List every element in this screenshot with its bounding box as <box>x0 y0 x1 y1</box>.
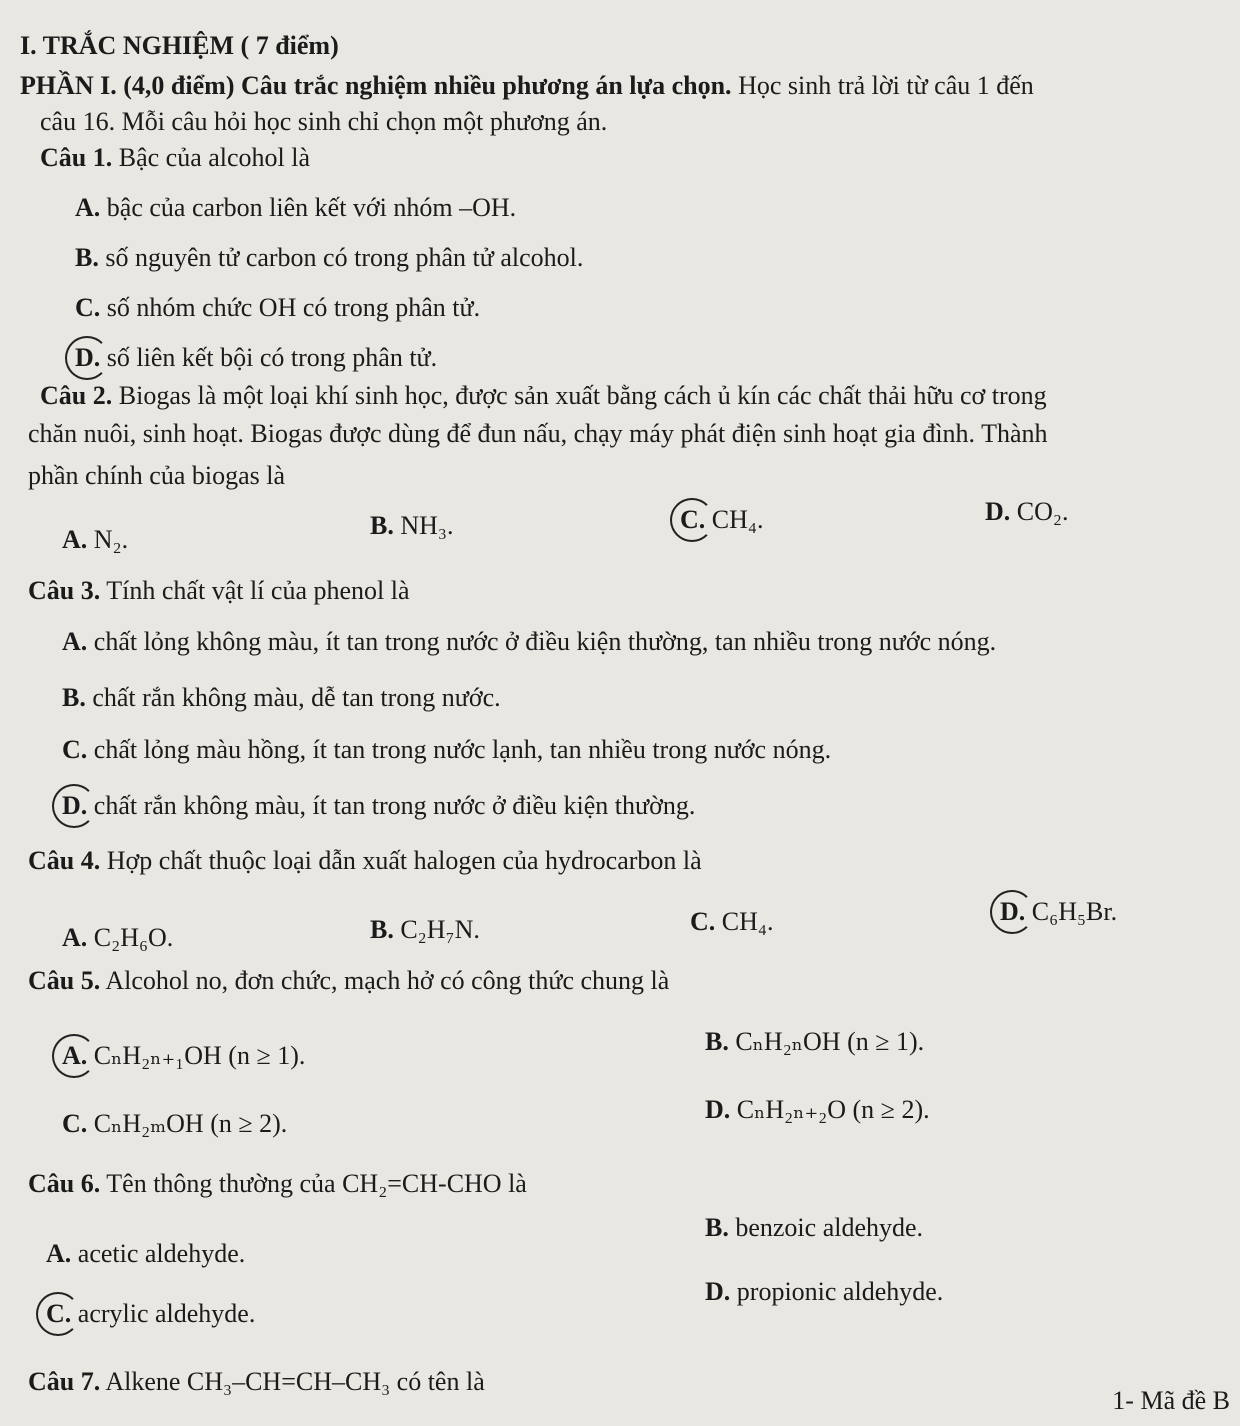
question-4 <box>28 845 702 876</box>
option-letter: B. <box>75 243 99 272</box>
option-text: số liên kết bội có trong phân tử. <box>106 343 438 372</box>
q4-option-d[interactable] <box>1000 896 1117 927</box>
q3-option-c[interactable] <box>62 734 831 765</box>
section-title: I. TRẮC NGHIỆM ( 7 điểm) <box>20 31 339 60</box>
option-text: NH₃. <box>400 511 454 540</box>
option-text: số nguyên tử carbon có trong phân tử alcohol. <box>105 243 584 272</box>
q4-option-b[interactable] <box>370 914 480 945</box>
question-6-text: Tên thông thường của CH₂=CH-CHO là <box>106 1169 527 1198</box>
option-letter-circled: D. <box>75 343 101 372</box>
option-text: CO₂. <box>1016 497 1069 526</box>
question-5-text: Alcohol no, đơn chức, mạch hở có công thức chung là <box>105 966 670 995</box>
question-2 <box>40 380 1047 411</box>
question-2-text-1: Biogas là một loại khí sinh học, được sản xuất bằng cách ủ kín các chất thải hữu cơ trong <box>118 381 1047 410</box>
part-intro-2: câu 16. Mỗi câu hỏi học sinh chỉ chọn một phương án. <box>40 107 608 136</box>
exam-code-footer: 1- Mã đề B <box>1112 1386 1230 1415</box>
question-1-text: Bậc của alcohol là <box>118 143 311 172</box>
option-text: C₂H₆O. <box>93 923 174 952</box>
option-text: CₙH₂ₙ₊₁OH (n ≥ 1). <box>93 1041 306 1070</box>
option-letter: B. <box>705 1213 729 1242</box>
q6-option-d[interactable] <box>705 1276 943 1307</box>
part-title: PHẦN I. (4,0 điểm) Câu trắc nghiệm nhiều phương án lựa chọn. <box>20 71 732 100</box>
q3-option-b[interactable] <box>62 682 501 713</box>
option-text: số nhóm chức OH có trong phân tử. <box>106 293 481 322</box>
option-text: N₂. <box>93 525 129 554</box>
q6-option-a[interactable] <box>46 1238 245 1269</box>
option-letter: B. <box>370 511 394 540</box>
option-text: CₙH₂ₙ₊₂O (n ≥ 2). <box>736 1095 930 1124</box>
q3-option-d[interactable] <box>62 790 695 821</box>
q1-option-b[interactable] <box>75 242 583 273</box>
q3-option-a[interactable] <box>62 626 996 657</box>
option-text: CH₄. <box>711 505 764 534</box>
option-letter-circled: D. <box>62 791 88 820</box>
q1-option-a[interactable] <box>75 192 516 223</box>
q4-option-c[interactable] <box>690 906 773 937</box>
option-text: propionic aldehyde. <box>736 1277 944 1306</box>
part-intro-line-1 <box>20 70 1034 101</box>
option-text: CₙH₂ₘOH (n ≥ 2). <box>93 1109 288 1138</box>
q2-option-d[interactable] <box>985 496 1068 527</box>
question-1-label: Câu 1. <box>40 143 113 172</box>
option-letter: C. <box>690 907 716 936</box>
option-letter: B. <box>705 1027 729 1056</box>
option-letter: A. <box>46 1239 72 1268</box>
option-text: CH₄. <box>721 907 774 936</box>
option-text: bậc của carbon liên kết với nhóm –OH. <box>106 193 517 222</box>
option-letter: C. <box>75 293 101 322</box>
question-5-label: Câu 5. <box>28 966 101 995</box>
question-1 <box>40 142 310 173</box>
option-letter-circled: A. <box>62 1041 88 1070</box>
option-letter-circled: C. <box>680 505 706 534</box>
option-text: C₆H₅Br. <box>1031 897 1118 926</box>
option-text: chất lỏng màu hồng, ít tan trong nước lạnh, tan nhiều trong nước nóng. <box>93 735 832 764</box>
option-letter: A. <box>62 627 88 656</box>
part-intro-1: Học sinh trả lời từ câu 1 đến <box>738 71 1034 100</box>
option-letter: A. <box>75 193 101 222</box>
question-6-label: Câu 6. <box>28 1169 101 1198</box>
option-text: chất rắn không màu, dễ tan trong nước. <box>92 683 501 712</box>
option-text: chất lỏng không màu, ít tan trong nước ở điều kiện thường, tan nhiều trong nước nóng. <box>93 627 997 656</box>
q1-option-c[interactable] <box>75 292 480 323</box>
q5-option-b[interactable] <box>705 1026 924 1057</box>
q5-option-d[interactable] <box>705 1094 930 1125</box>
question-4-text: Hợp chất thuộc loại dẫn xuất halogen của hydrocarbon là <box>106 846 702 875</box>
question-3-label: Câu 3. <box>28 576 101 605</box>
question-3-text: Tính chất vật lí của phenol là <box>106 576 410 605</box>
question-2-label: Câu 2. <box>40 381 113 410</box>
question-7-label: Câu 7. <box>28 1367 101 1396</box>
q6-option-b[interactable] <box>705 1212 923 1243</box>
option-text: benzoic aldehyde. <box>735 1213 924 1242</box>
question-2-text-3: phần chính của biogas là <box>28 461 286 490</box>
option-letter: A. <box>62 525 88 554</box>
q4-option-a[interactable] <box>62 922 173 953</box>
q2-option-c[interactable] <box>680 504 763 535</box>
option-letter: C. <box>62 735 88 764</box>
option-text: CₙH₂ₙOH (n ≥ 1). <box>735 1027 925 1056</box>
question-5 <box>28 965 669 996</box>
option-letter: B. <box>62 683 86 712</box>
q5-option-a[interactable] <box>62 1040 305 1071</box>
option-letter: C. <box>62 1109 88 1138</box>
option-text: acrylic aldehyde. <box>77 1299 256 1328</box>
question-6 <box>28 1168 527 1199</box>
question-7-text: Alkene CH₃–CH=CH–CH₃ có tên là <box>105 1367 485 1396</box>
q2-option-b[interactable] <box>370 510 453 541</box>
option-text: acetic aldehyde. <box>77 1239 246 1268</box>
option-letter: A. <box>62 923 88 952</box>
option-letter-circled: D. <box>1000 897 1026 926</box>
option-text: chất rắn không màu, ít tan trong nước ở điều kiện thường. <box>93 791 696 820</box>
option-letter: D. <box>705 1095 731 1124</box>
question-4-label: Câu 4. <box>28 846 101 875</box>
question-3 <box>28 575 410 606</box>
q6-option-c[interactable] <box>46 1298 255 1329</box>
q5-option-c[interactable] <box>62 1108 287 1139</box>
option-letter: B. <box>370 915 394 944</box>
q2-option-a[interactable] <box>62 524 128 555</box>
option-letter: D. <box>985 497 1011 526</box>
question-7 <box>28 1366 485 1397</box>
option-letter: D. <box>705 1277 731 1306</box>
q1-option-d[interactable] <box>75 342 437 373</box>
option-letter-circled: C. <box>46 1299 72 1328</box>
option-text: C₂H₇N. <box>400 915 480 944</box>
question-2-text-2: chăn nuôi, sinh hoạt. Biogas được dùng để đun nấu, chạy máy phát điện sinh hoạt gia đình. Thành <box>28 419 1048 448</box>
